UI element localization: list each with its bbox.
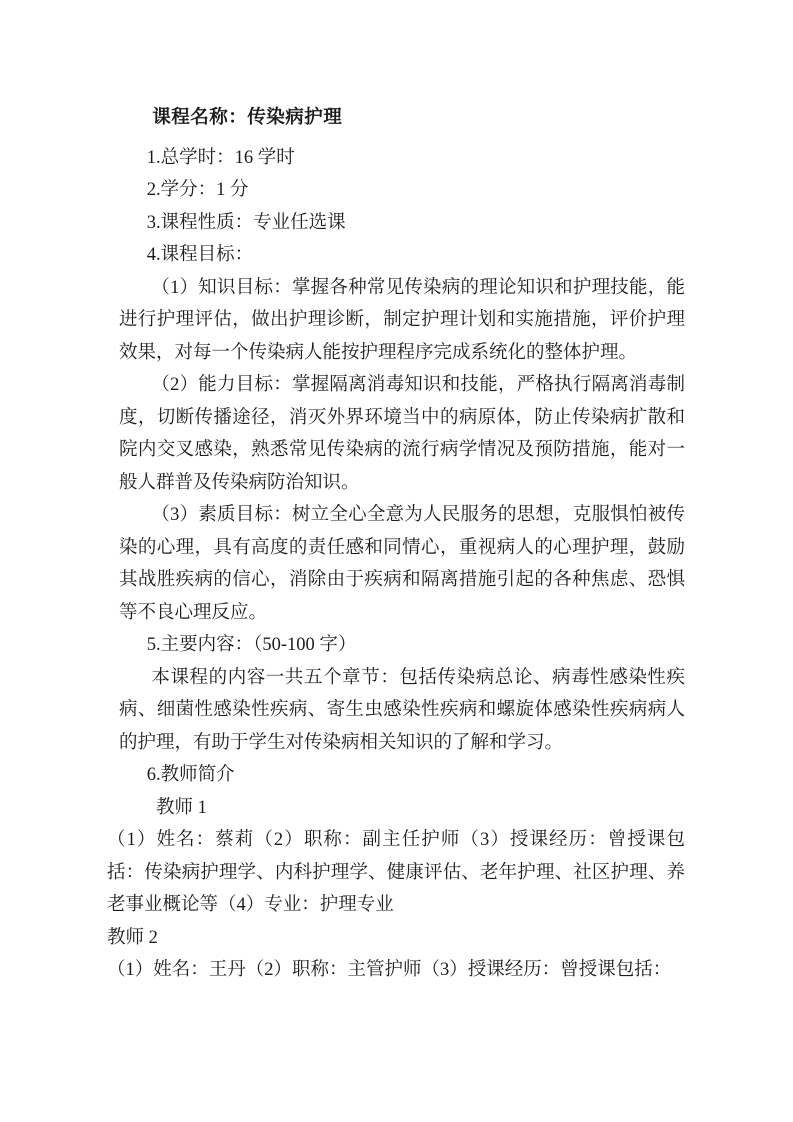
item-main-content-heading: 5.主要内容：（50-100 字） (146, 635, 357, 655)
teacher-2-detail: （1）姓名：王丹（2）职称：主管护师（3）授课经历：曾授课包括： (107, 960, 672, 980)
teacher-2-label: 教师 2 (107, 927, 158, 948)
item-credits: 2.学分：1 分 (146, 180, 249, 200)
teacher-1-label: 教师 1 (156, 797, 207, 818)
objective-knowledge: （1）知识目标：掌握各种常见传染病的理论知识和护理技能，能进行护理评估，做出护理诊断，制定护理计划和实施措施，评价护理效果，对每一个传染病人能按护理程序完成系统化的整体护理。 (119, 277, 685, 363)
main-content-paragraph: 本课程的内容一共五个章节：包括传染病总论、病毒性感染性疾病、细菌性感染性疾病、寄生虫感染性疾病和螺旋体感染性疾病病人的护理，有助于学生对传染病相关知识的了解和学习。 (119, 667, 685, 753)
item-course-objectives-heading: 4.课程目标： (146, 245, 254, 265)
item-total-hours: 1.总学时：16 学时 (146, 147, 295, 168)
item-teacher-intro-heading: 6.教师简介 (146, 765, 235, 785)
objective-ability: （2）能力目标：掌握隔离消毒知识和技能，严格执行隔离消毒制度，切断传播途径，消灭外界环境当中的病原体，防止传染病扩散和院内交叉感染，熟悉常见传染病的流行病学情况及预防措施，能对一般人群普及传染病防治知识。 (119, 375, 685, 493)
objective-quality: （3）素质目标：树立全心全意为人民服务的思想，克服惧怕被传染的心理，具有高度的责任感和同情心，重视病人的心理护理，鼓励其战胜疾病的信心，消除由于疾病和隔离措施引起的各种焦虑、恐惧等不良心理反应。 (119, 505, 685, 623)
teacher-1-detail: （1）姓名：蔡莉（2）职称：副主任护师（3）授课经历：曾授课包括：传染病护理学、内科护理学、健康评估、老年护理、社区护理、养老事业概论等（4）专业：护理专业 (107, 830, 685, 915)
item-course-type: 3.课程性质：专业任选课 (146, 212, 346, 233)
course-title: 课程名称：传染病护理 (152, 108, 343, 128)
